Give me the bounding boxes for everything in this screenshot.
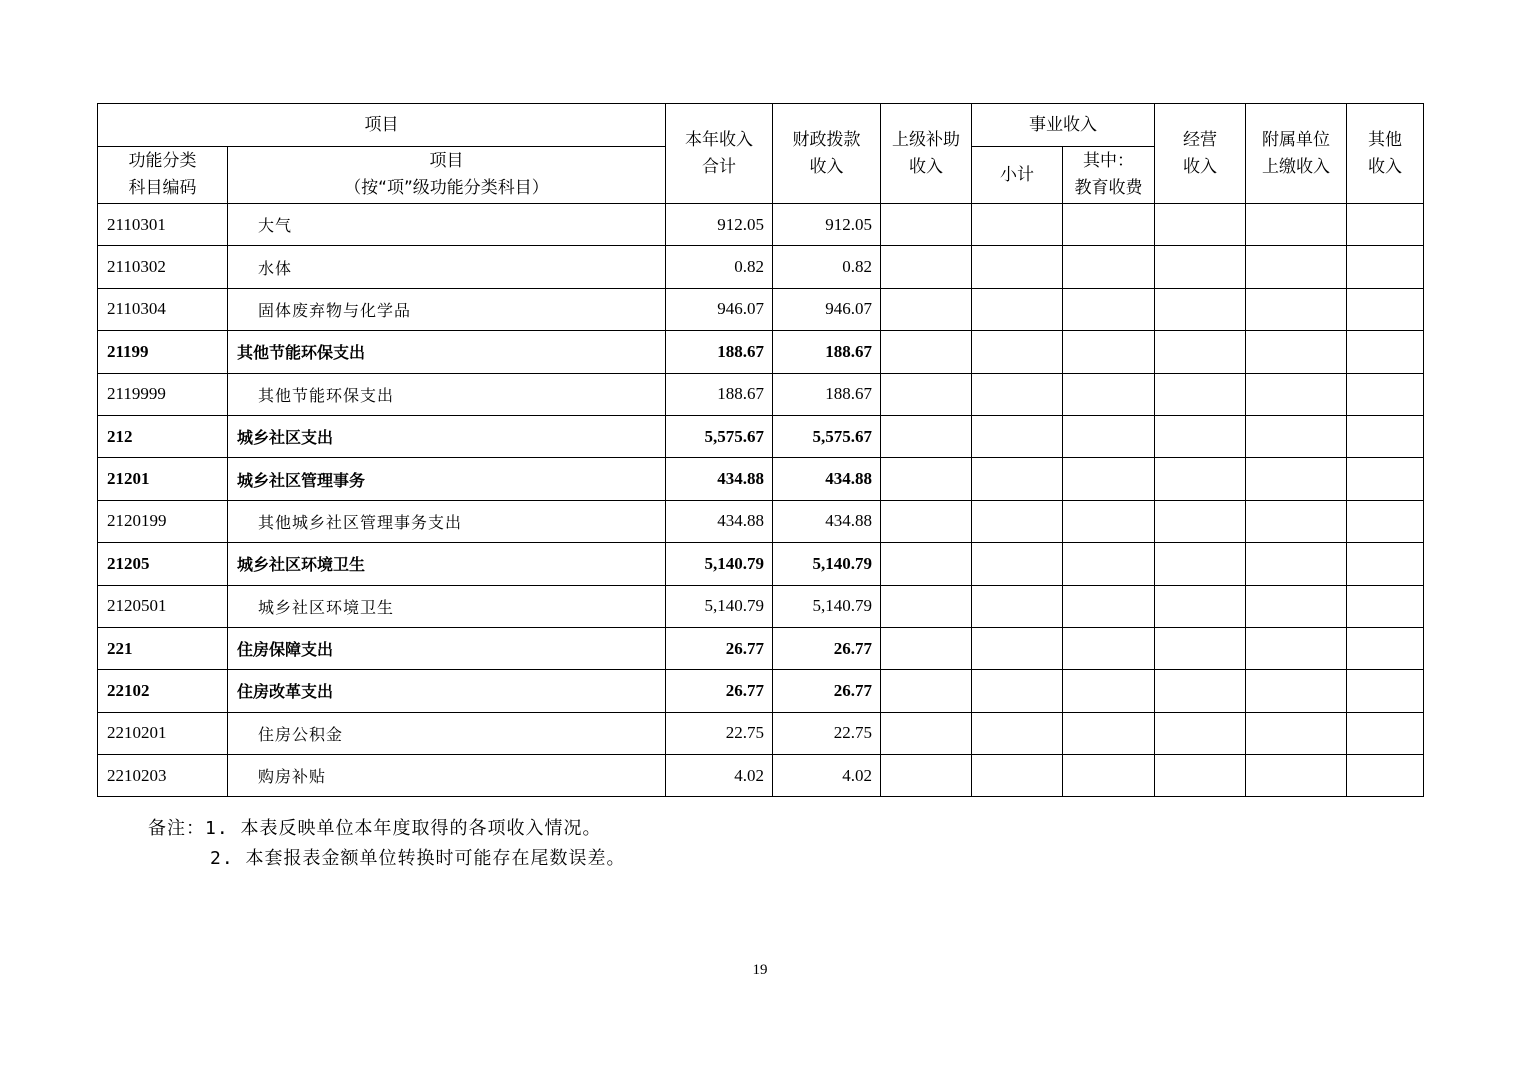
header-business-income: 经营 收入 (1155, 104, 1246, 204)
income-table-container (97, 103, 1423, 797)
business-income-cell (1155, 373, 1246, 415)
fiscal-income-cell: 22.75 (773, 712, 881, 754)
table-row (98, 627, 1424, 669)
superior-subsidy-cell (881, 543, 972, 585)
table-row (98, 458, 1424, 500)
other-income-cell (1347, 288, 1424, 330)
other-income-cell (1347, 246, 1424, 288)
remarks (148, 814, 626, 874)
item-name-cell: 其他节能环保支出 (228, 331, 666, 373)
total-income-cell: 26.77 (666, 670, 773, 712)
other-income-cell (1347, 204, 1424, 246)
career-subtotal-cell (972, 331, 1063, 373)
business-income-cell (1155, 500, 1246, 542)
fiscal-income-cell: 946.07 (773, 288, 881, 330)
education-fee-cell (1063, 204, 1155, 246)
education-fee-cell (1063, 585, 1155, 627)
table-header (98, 104, 1424, 204)
fiscal-income-cell: 5,140.79 (773, 585, 881, 627)
other-income-cell (1347, 627, 1424, 669)
header-superior-subsidy: 上级补助 收入 (881, 104, 972, 204)
function-code-cell: 21199 (98, 331, 228, 373)
business-income-cell (1155, 755, 1246, 797)
function-code-cell: 2120199 (98, 500, 228, 542)
table-row (98, 204, 1424, 246)
superior-subsidy-cell (881, 670, 972, 712)
table-row (98, 712, 1424, 754)
other-income-cell (1347, 755, 1424, 797)
business-income-cell (1155, 331, 1246, 373)
table-row (98, 585, 1424, 627)
total-income-cell: 188.67 (666, 331, 773, 373)
item-name-cell: 其他节能环保支出 (228, 373, 666, 415)
function-code-cell: 221 (98, 627, 228, 669)
education-fee-cell (1063, 500, 1155, 542)
remark-line-2: 2. 本套报表金额单位转换时可能存在尾数误差。 (210, 848, 626, 869)
education-fee-cell (1063, 246, 1155, 288)
fiscal-income-cell: 188.67 (773, 331, 881, 373)
fiscal-income-cell: 434.88 (773, 500, 881, 542)
affiliated-income-cell (1246, 373, 1347, 415)
item-name-cell: 购房补贴 (228, 755, 666, 797)
education-fee-cell (1063, 373, 1155, 415)
total-income-cell: 188.67 (666, 373, 773, 415)
business-income-cell (1155, 415, 1246, 457)
superior-subsidy-cell (881, 458, 972, 500)
affiliated-income-cell (1246, 288, 1347, 330)
superior-subsidy-cell (881, 331, 972, 373)
affiliated-income-cell (1246, 585, 1347, 627)
affiliated-income-cell (1246, 415, 1347, 457)
function-code-cell: 2120501 (98, 585, 228, 627)
header-item: 项目 (98, 104, 666, 147)
function-code-cell: 2210203 (98, 755, 228, 797)
affiliated-income-cell (1246, 627, 1347, 669)
fiscal-income-cell: 26.77 (773, 670, 881, 712)
superior-subsidy-cell (881, 755, 972, 797)
function-code-cell: 2110304 (98, 288, 228, 330)
education-fee-cell (1063, 415, 1155, 457)
function-code-cell: 2119999 (98, 373, 228, 415)
total-income-cell: 946.07 (666, 288, 773, 330)
affiliated-income-cell (1246, 331, 1347, 373)
item-name-cell: 城乡社区支出 (228, 415, 666, 457)
function-code-cell: 21205 (98, 543, 228, 585)
item-name-cell: 住房保障支出 (228, 627, 666, 669)
item-name-cell: 大气 (228, 204, 666, 246)
education-fee-cell (1063, 670, 1155, 712)
other-income-cell (1347, 373, 1424, 415)
item-name-cell: 住房改革支出 (228, 670, 666, 712)
table-row (98, 755, 1424, 797)
function-code-cell: 2110301 (98, 204, 228, 246)
career-subtotal-cell (972, 288, 1063, 330)
fiscal-income-cell: 4.02 (773, 755, 881, 797)
career-subtotal-cell (972, 415, 1063, 457)
education-fee-cell (1063, 712, 1155, 754)
superior-subsidy-cell (881, 627, 972, 669)
career-subtotal-cell (972, 246, 1063, 288)
career-subtotal-cell (972, 500, 1063, 542)
fiscal-income-cell: 188.67 (773, 373, 881, 415)
function-code-cell: 2110302 (98, 246, 228, 288)
other-income-cell (1347, 712, 1424, 754)
item-name-cell: 水体 (228, 246, 666, 288)
total-income-cell: 5,140.79 (666, 585, 773, 627)
function-code-cell: 2210201 (98, 712, 228, 754)
education-fee-cell (1063, 543, 1155, 585)
superior-subsidy-cell (881, 373, 972, 415)
fiscal-income-cell: 912.05 (773, 204, 881, 246)
fiscal-income-cell: 5,140.79 (773, 543, 881, 585)
header-total-income: 本年收入 合计 (666, 104, 773, 204)
career-subtotal-cell (972, 458, 1063, 500)
table-row (98, 670, 1424, 712)
affiliated-income-cell (1246, 246, 1347, 288)
total-income-cell: 26.77 (666, 627, 773, 669)
other-income-cell (1347, 670, 1424, 712)
table-row (98, 246, 1424, 288)
fiscal-income-cell: 434.88 (773, 458, 881, 500)
other-income-cell (1347, 331, 1424, 373)
business-income-cell (1155, 627, 1246, 669)
other-income-cell (1347, 543, 1424, 585)
header-education-fee: 其中： 教育收费 (1063, 147, 1155, 204)
other-income-cell (1347, 585, 1424, 627)
page-number: 19 (752, 962, 768, 978)
superior-subsidy-cell (881, 288, 972, 330)
business-income-cell (1155, 458, 1246, 500)
business-income-cell (1155, 543, 1246, 585)
education-fee-cell (1063, 288, 1155, 330)
education-fee-cell (1063, 627, 1155, 669)
superior-subsidy-cell (881, 246, 972, 288)
function-code-cell: 22102 (98, 670, 228, 712)
affiliated-income-cell (1246, 500, 1347, 542)
header-function-code: 功能分类 科目编码 (98, 147, 228, 204)
total-income-cell: 22.75 (666, 712, 773, 754)
business-income-cell (1155, 246, 1246, 288)
total-income-cell: 4.02 (666, 755, 773, 797)
total-income-cell: 434.88 (666, 500, 773, 542)
total-income-cell: 0.82 (666, 246, 773, 288)
business-income-cell (1155, 670, 1246, 712)
item-name-cell: 城乡社区管理事务 (228, 458, 666, 500)
business-income-cell (1155, 712, 1246, 754)
total-income-cell: 912.05 (666, 204, 773, 246)
career-subtotal-cell (972, 627, 1063, 669)
other-income-cell (1347, 458, 1424, 500)
header-subtotal: 小计 (972, 147, 1063, 204)
total-income-cell: 5,140.79 (666, 543, 773, 585)
table-row (98, 288, 1424, 330)
affiliated-income-cell (1246, 543, 1347, 585)
business-income-cell (1155, 204, 1246, 246)
affiliated-income-cell (1246, 712, 1347, 754)
fiscal-income-cell: 0.82 (773, 246, 881, 288)
career-subtotal-cell (972, 543, 1063, 585)
other-income-cell (1347, 500, 1424, 542)
affiliated-income-cell (1246, 204, 1347, 246)
superior-subsidy-cell (881, 585, 972, 627)
item-name-cell: 固体废弃物与化学品 (228, 288, 666, 330)
education-fee-cell (1063, 331, 1155, 373)
header-other-income: 其他 收入 (1347, 104, 1424, 204)
income-table (97, 103, 1424, 797)
table-row (98, 543, 1424, 585)
fiscal-income-cell: 5,575.67 (773, 415, 881, 457)
table-row (98, 500, 1424, 542)
function-code-cell: 21201 (98, 458, 228, 500)
header-career-income: 事业收入 (972, 104, 1155, 147)
affiliated-income-cell (1246, 458, 1347, 500)
career-subtotal-cell (972, 755, 1063, 797)
header-item-name: 项目 （按“项”级功能分类科目） (228, 147, 666, 204)
header-fiscal-appropriation: 财政拨款 收入 (773, 104, 881, 204)
table-row (98, 331, 1424, 373)
table-body (98, 204, 1424, 797)
business-income-cell (1155, 585, 1246, 627)
remark-line-1: 备注：1. 本表反映单位本年度取得的各项收入情况。 (148, 818, 602, 839)
career-subtotal-cell (972, 670, 1063, 712)
table-row (98, 373, 1424, 415)
career-subtotal-cell (972, 373, 1063, 415)
career-subtotal-cell (972, 585, 1063, 627)
education-fee-cell (1063, 458, 1155, 500)
other-income-cell (1347, 415, 1424, 457)
item-name-cell: 城乡社区环境卫生 (228, 585, 666, 627)
table-row (98, 415, 1424, 457)
item-name-cell: 城乡社区环境卫生 (228, 543, 666, 585)
superior-subsidy-cell (881, 204, 972, 246)
superior-subsidy-cell (881, 500, 972, 542)
affiliated-income-cell (1246, 670, 1347, 712)
header-affiliated-income: 附属单位 上缴收入 (1246, 104, 1347, 204)
item-name-cell: 住房公积金 (228, 712, 666, 754)
career-subtotal-cell (972, 204, 1063, 246)
fiscal-income-cell: 26.77 (773, 627, 881, 669)
total-income-cell: 5,575.67 (666, 415, 773, 457)
total-income-cell: 434.88 (666, 458, 773, 500)
career-subtotal-cell (972, 712, 1063, 754)
affiliated-income-cell (1246, 755, 1347, 797)
superior-subsidy-cell (881, 712, 972, 754)
function-code-cell: 212 (98, 415, 228, 457)
item-name-cell: 其他城乡社区管理事务支出 (228, 500, 666, 542)
education-fee-cell (1063, 755, 1155, 797)
superior-subsidy-cell (881, 415, 972, 457)
business-income-cell (1155, 288, 1246, 330)
